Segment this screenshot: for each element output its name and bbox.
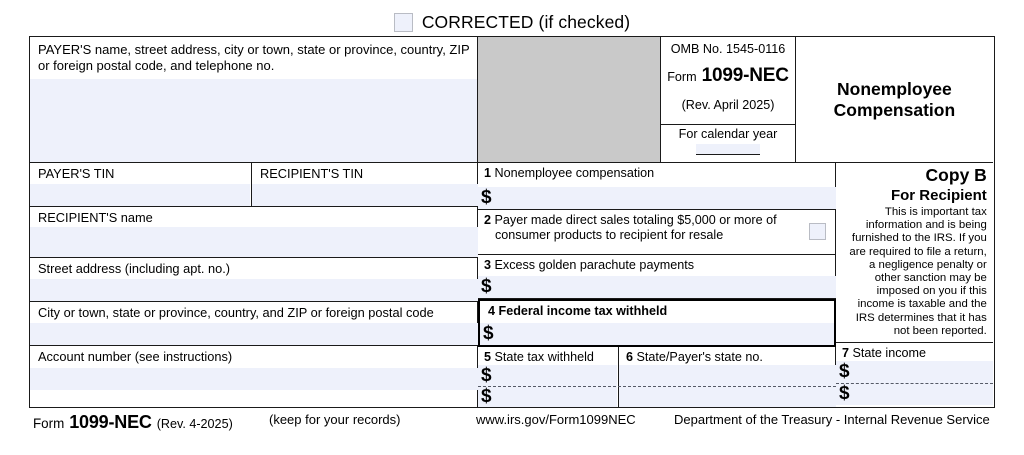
copy-b-body: This is important tax information and is being furnished to the IRS. If you are required to file a return, a negligence penalty or other sanction may be imposed on you if this income is taxable and the IRS determines that it has not been reported. xyxy=(849,206,987,337)
recipient-name-row xyxy=(30,207,478,258)
box3-label xyxy=(484,258,694,273)
right-column xyxy=(836,163,993,407)
box2-checkbox[interactable] xyxy=(809,223,826,240)
city-label: City or town, state or province, country, and ZIP or foreign postal code xyxy=(38,305,434,320)
form-footer xyxy=(29,412,995,436)
form-number: 1099-NEC xyxy=(701,65,789,86)
corrected-row xyxy=(0,8,1024,36)
form-identifier xyxy=(661,65,795,87)
box5-label xyxy=(484,350,594,365)
box2-label xyxy=(484,213,777,243)
recipient-name-input[interactable] xyxy=(30,227,478,257)
footer-keep-note: (keep for your records) xyxy=(269,412,401,427)
tin-row xyxy=(30,163,478,207)
payer-tin-label: PAYER'S TIN xyxy=(38,166,115,181)
box5-number: 5 xyxy=(484,350,492,364)
box7-input-line2[interactable] xyxy=(836,383,993,405)
payer-info-label: PAYER'S name, street address, city or town, state or province, country, ZIP or foreign postal code, and telephone no. xyxy=(38,42,470,73)
corrected-checkbox[interactable] xyxy=(394,13,413,32)
box1-row xyxy=(478,163,836,210)
omb-cell xyxy=(661,37,796,125)
box4-label xyxy=(488,304,667,319)
box7-text: State income xyxy=(852,346,927,360)
city-input[interactable] xyxy=(30,323,478,345)
city-row xyxy=(30,302,478,346)
box4-row xyxy=(478,299,836,347)
account-number-label: Account number (see instructions) xyxy=(38,349,233,364)
footer-form-word: Form xyxy=(33,416,65,431)
box2-row xyxy=(478,210,836,255)
box2-text-line2: consumer products to recipient for resale xyxy=(495,228,724,242)
box1-text: Nonemployee compensation xyxy=(494,166,655,180)
copy-b-subheading: For Recipient xyxy=(890,187,987,204)
corrected-label: CORRECTED (if checked) xyxy=(421,11,631,32)
account-number-row xyxy=(30,346,478,390)
box4-input[interactable] xyxy=(480,323,834,345)
payer-tin-input[interactable] xyxy=(30,184,250,206)
footer-form-number: 1099-NEC xyxy=(69,412,152,432)
recipient-tin-label: RECIPIENT'S TIN xyxy=(260,166,364,181)
top-band xyxy=(30,37,993,163)
street-address-input[interactable] xyxy=(30,279,478,301)
recipient-tin-input[interactable] xyxy=(252,184,478,206)
form-body xyxy=(29,36,995,408)
calendar-year-cell xyxy=(661,125,796,163)
footer-form-identifier xyxy=(33,412,233,433)
box1-number: 1 xyxy=(484,166,492,180)
form-title-cell xyxy=(796,37,993,163)
form-revision: (Rev. April 2025) xyxy=(681,98,775,112)
gray-spacer-block xyxy=(478,37,661,163)
middle-column xyxy=(478,163,836,407)
footer-irs-url[interactable]: www.irs.gov/Form1099NEC xyxy=(476,412,636,427)
box3-input[interactable] xyxy=(478,276,836,298)
box4-number: 4 xyxy=(488,304,496,318)
copy-b-cell xyxy=(836,163,993,343)
box5-box6-row xyxy=(478,347,836,407)
payer-info-input[interactable] xyxy=(30,79,477,162)
box5-input-line2[interactable] xyxy=(478,386,617,407)
box6-number: 6 xyxy=(626,350,634,364)
box2-number: 2 xyxy=(484,213,492,227)
box6-text: State/Payer's state no. xyxy=(636,350,763,364)
box3-text: Excess golden parachute payments xyxy=(494,258,695,272)
calendar-year-input[interactable] xyxy=(696,144,760,155)
box6-input-line2[interactable] xyxy=(619,386,836,407)
recipient-name-label: RECIPIENT'S name xyxy=(38,210,153,225)
form-word: Form xyxy=(667,70,697,84)
payer-info-cell xyxy=(30,37,478,163)
box7-number: 7 xyxy=(842,346,850,360)
box7-input-line1[interactable] xyxy=(836,361,993,383)
street-address-label: Street address (including apt. no.) xyxy=(38,261,231,276)
box3-number: 3 xyxy=(484,258,492,272)
box7-cell xyxy=(836,343,993,407)
form-title-line2: Compensation xyxy=(833,99,956,120)
copy-b-heading: Copy B xyxy=(925,165,987,185)
box4-text: Federal income tax withheld xyxy=(498,304,668,318)
box7-label xyxy=(842,346,926,360)
left-column xyxy=(30,163,478,407)
box5-box6-dashed-divider xyxy=(478,386,836,387)
form-title-line1: Nonemployee xyxy=(837,78,952,99)
box7-dashed-divider xyxy=(836,383,993,384)
footer-department: Department of the Treasury - Internal Revenue Service xyxy=(674,412,990,427)
box5-input-line1[interactable] xyxy=(478,365,617,386)
box1-label xyxy=(484,166,654,181)
box2-text-line1: Payer made direct sales totaling $5,000 or more of xyxy=(494,213,777,227)
box5-text: State tax withheld xyxy=(494,350,594,364)
footer-revision: (Rev. 4-2025) xyxy=(156,417,233,431)
box6-input-line1[interactable] xyxy=(619,365,836,386)
street-address-row xyxy=(30,258,478,302)
account-number-input[interactable] xyxy=(30,368,478,390)
box1-input[interactable] xyxy=(478,187,836,209)
omb-number: OMB No. 1545-0116 xyxy=(670,42,786,56)
calendar-year-label: For calendar year xyxy=(678,127,778,141)
box3-row xyxy=(478,255,836,299)
box6-label xyxy=(626,350,763,365)
